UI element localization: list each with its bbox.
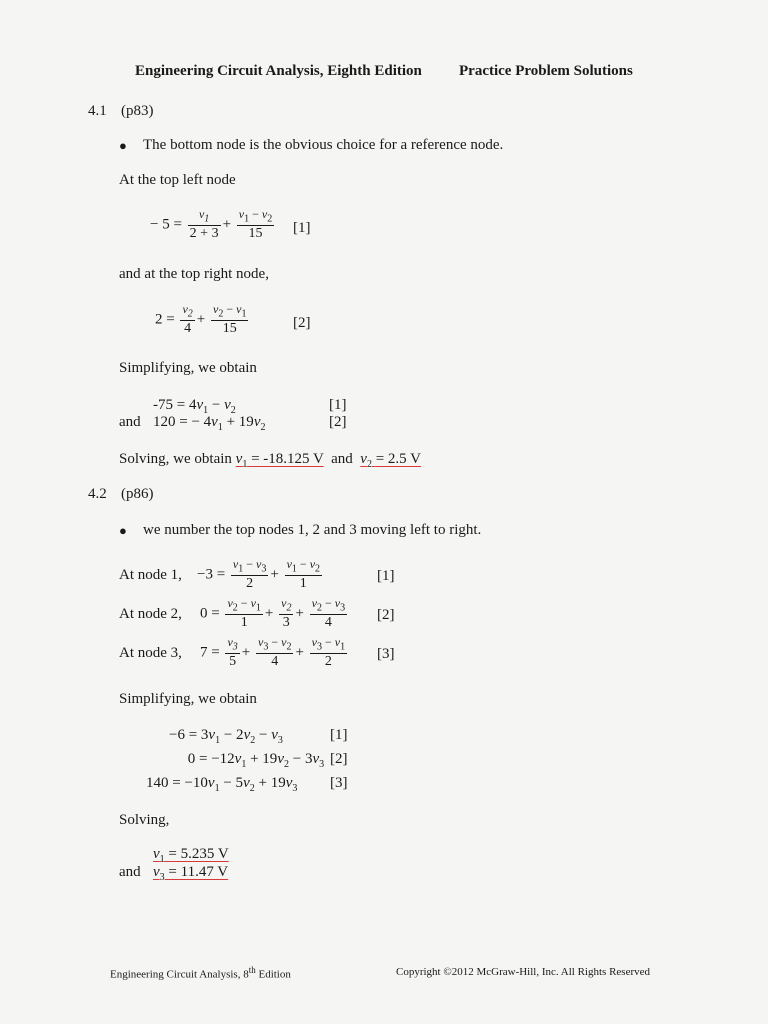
bullet-icon: ● (119, 523, 127, 538)
equation-2: 2 = $\frac{v_2}{4}$ + $\frac{v_2 - v_1}{15}$ (155, 302, 247, 337)
equation-lhs: 140 = −10 (146, 775, 208, 791)
bullet-icon: ● (119, 138, 127, 153)
node-label: At node 3, (119, 645, 182, 661)
solution-line (119, 451, 421, 470)
equation-tag: [1] (293, 220, 311, 236)
node-label: At node 2, (119, 606, 182, 622)
node3-equation: 7 = $\frac{v_3}{5}$ + $\frac{v_3 - v_2}{4}$ + $\frac{v_3 - v_1}{2}$ (200, 635, 346, 670)
equation-tag: [3] (330, 775, 348, 791)
node-label: At node 1, (119, 567, 182, 583)
problem-number: 4.1 (88, 103, 107, 119)
equation-tag: [1] (377, 568, 395, 584)
node1-equation: −3 = $\frac{v_1 - v_3}{2}$ + $\frac{v_1 - v_2}{1}$ (197, 557, 321, 592)
equation-tag: [1] (329, 397, 347, 413)
equation-lhs: 0 = (200, 605, 220, 622)
equation-tag: [2] (329, 414, 347, 430)
solution-v3: $v_3 = 11.47$ V (153, 864, 229, 883)
problem-number: 4.2 (88, 486, 107, 502)
equation-1: − 5 = $\frac{v_1}{2 + 3}$ + $\frac{v_1 - v_2}{15}$ (150, 207, 273, 242)
equation-lhs: 0 = −12 (187, 751, 235, 767)
equation-lhs: 120 = − 4 (153, 414, 212, 430)
footer-left: Engineering Circuit Analysis, 8th Edition (110, 965, 291, 981)
footer-copyright: Copyright ©2012 McGraw-Hill, Inc. All Rights Reserved (396, 966, 650, 978)
problem-page: (p86) (121, 486, 154, 502)
paragraph-text: Simplifying, we obtain (119, 691, 257, 707)
and-word: and (119, 864, 141, 880)
solving-text: Solving, we obtain (119, 451, 232, 467)
simplified-equation-3: $140 = -10v_1 - 5v_2 + 19v_3$ (146, 775, 298, 794)
paragraph-text: At the top left node (119, 172, 236, 188)
problem-page: (p83) (121, 103, 154, 119)
equation-tag: [1] (330, 727, 348, 743)
equation-lhs: 2 = (155, 311, 175, 328)
simplified-equation-2: 120 = − $4v_1 + 19v_2$ (153, 414, 266, 433)
bullet-text: The bottom node is the obvious choice for a reference node. (143, 137, 504, 153)
and-word: and (331, 451, 353, 467)
simplified-equation-1: $-75 = 4v_1 - v_2$ (153, 397, 236, 416)
simplified-equation-2: $0 = -12v_1 + 19v_2 - 3v_3$ (187, 751, 325, 770)
and-word: and (119, 414, 141, 430)
solution-v1: $v_1 = -18.125$ V (235, 451, 324, 470)
equation-tag: [2] (330, 751, 348, 767)
solution-v2: $v_2 = 2.5$ V (360, 451, 421, 470)
paragraph-text: and at the top right node, (119, 266, 269, 282)
paragraph-text: Simplifying, we obtain (119, 360, 257, 376)
solution-v1: $v_1 = 5.235$ V (153, 846, 229, 865)
equation-lhs: −6 = 3 (169, 727, 209, 743)
bullet-text: we number the top nodes 1, 2 and 3 moving left to right. (143, 522, 482, 538)
equation-lhs: -75 = 4 (153, 397, 197, 413)
document-title: Engineering Circuit Analysis, Eighth Edition (135, 63, 422, 79)
equation-tag: [2] (377, 607, 395, 623)
equation-tag: [3] (377, 646, 395, 662)
node2-equation: 0 = $\frac{v_2 - v_1}{1}$ + $\frac{v_2}{3}$ + $\frac{v_2 - v_3}{4}$ (200, 596, 346, 631)
document-subtitle: Practice Problem Solutions (459, 63, 633, 79)
paragraph-text: Solving, (119, 812, 170, 828)
simplified-equation-1: $-6 = 3v_1 - 2v_2 - v_3$ (169, 727, 283, 746)
equation-lhs: −3 = (197, 566, 226, 583)
equation-tag: [2] (293, 315, 311, 331)
equation-lhs: 7 = (200, 644, 220, 661)
equation-lhs: − 5 = (150, 216, 182, 233)
